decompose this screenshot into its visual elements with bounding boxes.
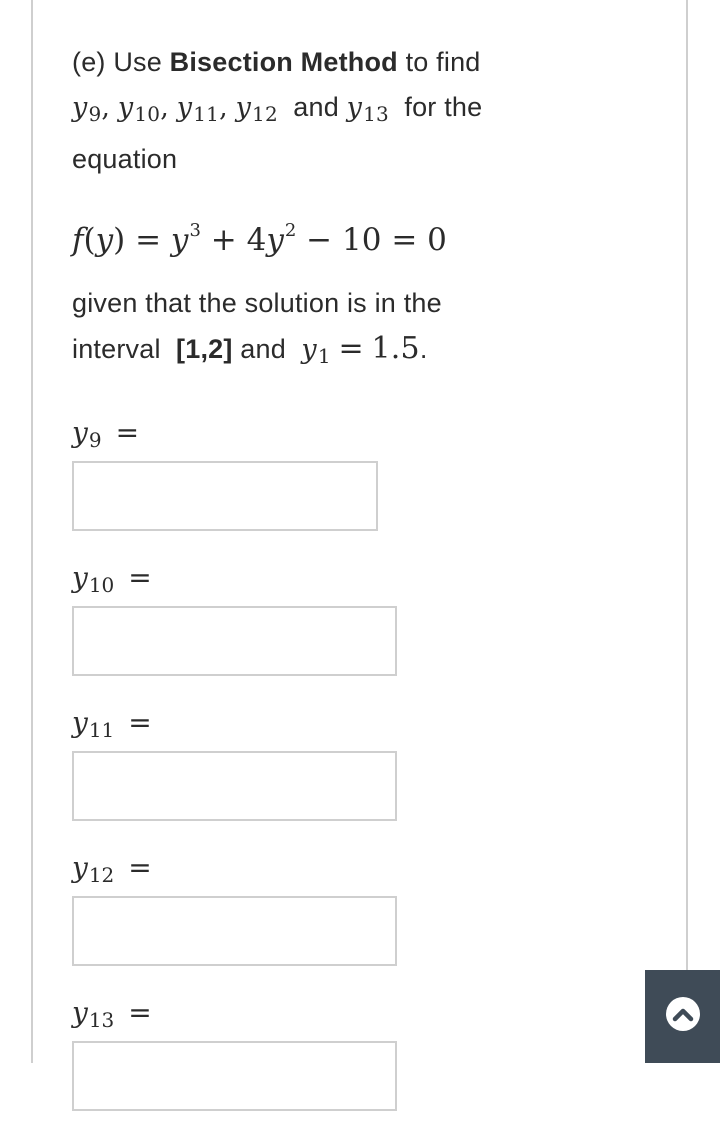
method-name: Bisection Method bbox=[169, 47, 398, 77]
target-y13: $y_{13}$ bbox=[346, 92, 389, 126]
for-the-text: for the bbox=[404, 92, 483, 122]
interval-value: [1,2] bbox=[176, 334, 233, 364]
answer-input-y10[interactable] bbox=[72, 606, 397, 676]
label-y13: $y_{13}$ = bbox=[72, 996, 152, 1032]
prompt-line-3: equation bbox=[72, 144, 178, 174]
initial-y1: $y_1$ bbox=[301, 334, 331, 368]
target-y12: $y_{12}$ bbox=[235, 92, 278, 126]
answer-input-y9[interactable] bbox=[72, 461, 378, 531]
label-y11: $y_{11}$ = bbox=[72, 706, 152, 742]
answer-input-y13[interactable] bbox=[72, 1041, 397, 1111]
part-label: (e) bbox=[72, 47, 106, 77]
target-y9: $y_9$ bbox=[72, 92, 102, 126]
label-y10: $y_{10}$ = bbox=[72, 561, 152, 597]
scroll-up-button[interactable] bbox=[645, 970, 720, 1063]
question-content bbox=[72, 40, 632, 1147]
given-line: given that the solution is in the bbox=[72, 288, 442, 318]
prompt-line-2: $y_9$, $y_{10}$, $y_{11}$, $y_{12}$ and $y_{13}$ for the bbox=[72, 92, 483, 126]
and-text: and bbox=[293, 92, 339, 122]
prompt-line-1 bbox=[72, 40, 632, 85]
initial-value: 1.5 bbox=[371, 331, 420, 366]
interval-word: interval bbox=[72, 334, 161, 364]
answer-input-y12[interactable] bbox=[72, 896, 397, 966]
interval-line: interval [1,2] and $y_1 = 1.5$. bbox=[72, 331, 428, 368]
target-y11: $y_{11}$ bbox=[176, 92, 220, 126]
target-y10: $y_{10}$ bbox=[117, 92, 161, 126]
use-text: Use bbox=[113, 47, 162, 77]
and-text-2: and bbox=[240, 334, 286, 364]
answer-input-y11[interactable] bbox=[72, 751, 397, 821]
label-y12: $y_{12}$ = bbox=[72, 851, 152, 887]
label-y9: $y_9$ = bbox=[72, 416, 140, 452]
chevron-up-circle-icon bbox=[666, 997, 700, 1031]
equation: $f(y) = y^3 + 4y^2 - 10 = 0$ bbox=[72, 220, 447, 258]
to-find-text: to find bbox=[405, 47, 481, 77]
